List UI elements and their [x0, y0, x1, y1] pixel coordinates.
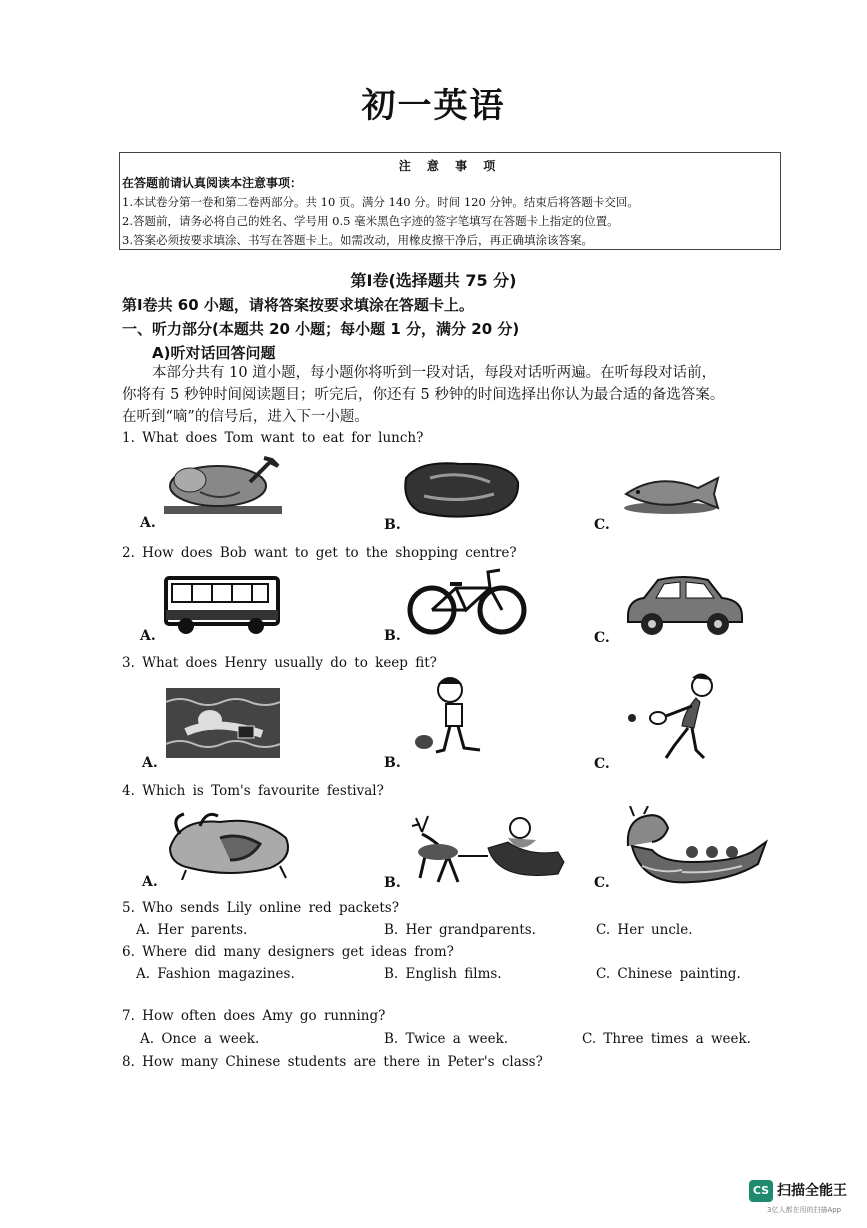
- choice-c: C. Three times a week.: [582, 1031, 751, 1047]
- instruction-line: 你将有 5 秒钟时间阅读题目；听完后，你还有 5 秒钟的时间选择出你认为最合适的备选答案。: [122, 387, 725, 403]
- option-label: B.: [384, 875, 401, 891]
- roast-chicken-icon: [160, 452, 288, 518]
- option-label: A.: [140, 515, 156, 531]
- choice-b: B. Twice a week.: [384, 1031, 509, 1047]
- ox-icon: [160, 808, 300, 880]
- choice-b: B. English films.: [384, 966, 502, 982]
- choice-c: C. Her uncle.: [596, 922, 693, 938]
- option-label: B.: [384, 628, 401, 644]
- notice-heading: 注 意 事 项: [398, 159, 502, 173]
- tennis-player-icon: [626, 672, 720, 762]
- choice-c: C. Chinese painting.: [596, 966, 741, 982]
- football-player-icon: [410, 676, 496, 760]
- notice-item: 1.本试卷分第一卷和第二卷两部分。共 10 页。满分 140 分。时间 120 分钟。结束后将答题卡交回。: [122, 195, 639, 209]
- bus-icon: [162, 574, 282, 636]
- instruction-line: 本部分共有 10 道小题，每小题你将听到一段对话，每段对话听两遍。在听每段对话前，: [152, 365, 717, 381]
- scanner-tagline: 3亿人都在用的扫描App: [767, 1206, 842, 1214]
- question-2: 2. How does Bob want to get to the shopping centre?: [122, 545, 517, 561]
- question-4: 4. Which is Tom's favourite festival?: [122, 783, 384, 799]
- question-1: 1. What does Tom want to eat for lunch?: [122, 430, 424, 446]
- question-8: 8. How many Chinese students are there in Peter's class?: [122, 1054, 543, 1070]
- section-instruction: 第Ⅰ卷共 60 小题，请将答案按要求填涂在答题卡上。: [122, 296, 474, 314]
- fish-icon: [618, 468, 724, 516]
- option-label: C.: [594, 756, 610, 772]
- swimming-icon: [166, 688, 280, 760]
- car-icon: [624, 572, 746, 638]
- option-label: A.: [142, 874, 158, 890]
- page-title: 初一英语: [361, 86, 506, 126]
- option-label: A.: [142, 755, 158, 771]
- choice-a: A. Once a week.: [140, 1031, 260, 1047]
- question-6: 6. Where did many designers get ideas from?: [122, 944, 454, 960]
- option-label: A.: [140, 628, 156, 644]
- christmas-sleigh-icon: [408, 812, 568, 888]
- steak-icon: [400, 458, 522, 522]
- option-label: C.: [594, 630, 610, 646]
- part-a-heading: A)听对话回答问题: [152, 344, 276, 362]
- choice-a: A. Her parents.: [136, 922, 248, 938]
- bicycle-icon: [406, 566, 528, 638]
- notice-box: [119, 152, 781, 250]
- scanner-app-name: 扫描全能王: [777, 1183, 847, 1199]
- question-7: 7. How often does Amy go running?: [122, 1008, 386, 1024]
- notice-item: 2.答题前，请务必将自己的姓名、学号用 0.5 毫米黑色字迹的签字笔填写在答题卡上指定的位置。: [122, 214, 619, 228]
- option-label: B.: [384, 517, 401, 533]
- notice-item: 3.答案必须按要求填涂、书写在答题卡上。如需改动，用橡皮擦干净后，再正确填涂该答案。: [122, 233, 593, 247]
- choice-b: B. Her grandparents.: [384, 922, 536, 938]
- listening-heading: 一、听力部分(本题共 20 小题；每小题 1 分，满分 20 分): [122, 320, 520, 338]
- choice-a: A. Fashion magazines.: [136, 966, 295, 982]
- dragon-boat-icon: [622, 806, 768, 892]
- section-title: 第Ⅰ卷(选择题共 75 分): [350, 271, 517, 290]
- option-label: B.: [384, 755, 401, 771]
- option-label: C.: [594, 875, 610, 891]
- question-5: 5. Who sends Lily online red packets?: [122, 900, 399, 916]
- instruction-line: 在听到“嘀”的信号后，进入下一小题。: [122, 409, 369, 425]
- question-3: 3. What does Henry usually do to keep fit?: [122, 655, 437, 671]
- option-label: C.: [594, 517, 610, 533]
- scanner-logo: CS: [749, 1180, 773, 1202]
- notice-intro: 在答题前请认真阅读本注意事项：: [122, 176, 303, 190]
